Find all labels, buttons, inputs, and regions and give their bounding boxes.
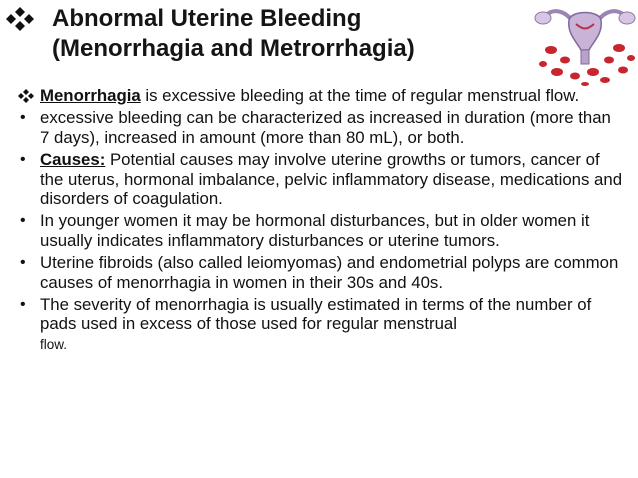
round-bullet-icon: • <box>20 254 26 272</box>
title-line-1-text: Abnormal Uterine Bleeding <box>52 5 362 32</box>
round-bullet-icon: • <box>20 212 26 230</box>
title-line-2-text: (Menorrhagia and Metrorrhagia) <box>52 35 415 62</box>
diamond-dots-icon <box>18 89 34 103</box>
bullet-menorrhagia <box>18 86 623 105</box>
round-bullet-icon: • <box>20 296 26 314</box>
bullet-fibroids-text: Uterine fibroids (also called leiomyomas) and endometrial polyps are common causes of menorrhagia in women in their 30s and 40s. <box>40 253 619 292</box>
bullet-severity <box>18 295 623 354</box>
bullet-younger-women-text: In younger women it may be hormonal disturbances, but in older women it usually indicates inflammatory disturbances or uterine tumors. <box>40 211 590 250</box>
bullet-fibroids <box>18 253 623 292</box>
severity-description: The severity of menorrhagia is usually estimated in terms of the number of pads used in excess of those used for regular menstrual <box>40 295 592 334</box>
round-bullet-icon: • <box>20 109 26 127</box>
causes-term: Causes: <box>40 150 106 170</box>
uterus-illustration <box>531 0 638 86</box>
bullet-list <box>18 86 623 357</box>
bullet-menorrhagia-text <box>40 86 623 105</box>
bullet-causes <box>18 150 623 208</box>
bullet-severity-text <box>40 295 623 354</box>
title-line-1 <box>6 4 526 34</box>
bullet-younger-women <box>18 211 623 250</box>
round-bullet-icon: • <box>20 151 26 169</box>
menorrhagia-definition: is excessive bleeding at the time of regular menstrual flow. <box>140 86 580 105</box>
bullet-excessive-bleeding-text: excessive bleeding can be characterized as increased in duration (more than 7 days), increased in amount (more than 80 mL), or both. <box>40 108 611 147</box>
bullet-causes-text <box>40 150 623 208</box>
severity-tail: flow. <box>40 336 68 352</box>
bullet-excessive-bleeding <box>18 108 623 147</box>
title-line-2 <box>6 34 526 64</box>
diamond-dots-icon <box>6 7 34 31</box>
slide-title <box>6 4 526 64</box>
causes-description: Potential causes may involve uterine growths or tumors, cancer of the uterus, hormonal imbalance, pelvic inflammatory disease, medications and disorders of coagulation. <box>40 150 623 209</box>
menorrhagia-term: Menorrhagia <box>40 86 141 105</box>
